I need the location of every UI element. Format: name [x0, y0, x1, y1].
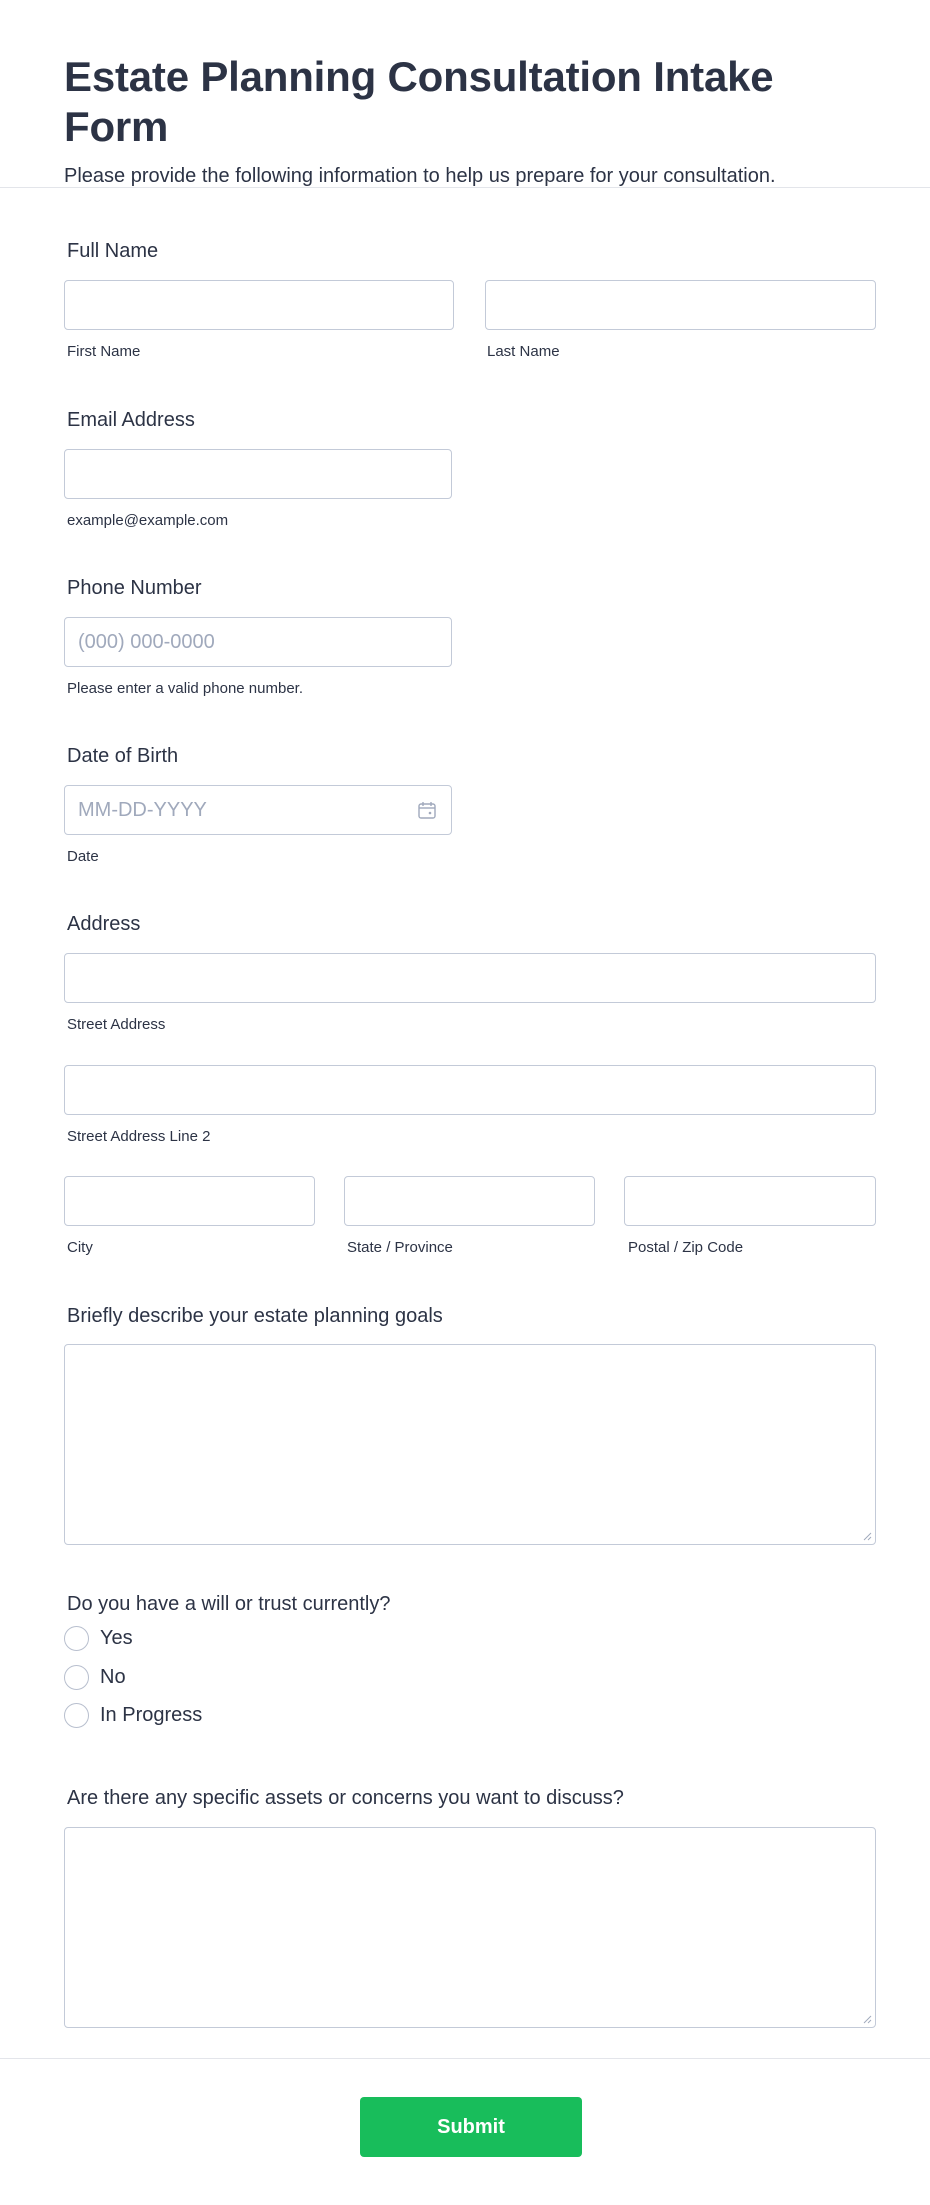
zip-sublabel: Postal / Zip Code	[628, 1239, 744, 1256]
radio-option-no[interactable]	[64, 1663, 126, 1691]
city-sublabel: City	[67, 1239, 93, 1256]
email-label: Email Address	[67, 409, 195, 431]
radio-button[interactable]	[64, 1665, 89, 1690]
goals-field	[64, 1303, 876, 1553]
street-address-sublabel: Street Address	[67, 1016, 166, 1033]
form-title: Estate Planning Consultation Intake Form	[64, 53, 774, 150]
address-field	[64, 911, 876, 1261]
dob-field	[64, 743, 876, 873]
form-subtitle: Please provide the following information to help us prepare for your consultation.	[64, 165, 776, 187]
street-address-line2-sublabel: Street Address Line 2	[67, 1128, 211, 1145]
dob-placeholder: MM-DD-YYYY	[78, 799, 207, 821]
form-header	[0, 0, 930, 188]
radio-option-in-progress[interactable]	[64, 1701, 202, 1729]
footer-divider	[0, 2058, 930, 2059]
state-input[interactable]	[344, 1176, 595, 1226]
full-name-label: Full Name	[67, 240, 159, 262]
city-input[interactable]	[64, 1176, 315, 1226]
phone-sublabel: Please enter a valid phone number.	[67, 680, 303, 697]
last-name-sublabel: Last Name	[487, 343, 560, 360]
phone-input[interactable]	[64, 617, 452, 667]
radio-label-yes: Yes	[100, 1626, 133, 1649]
email-input[interactable]	[64, 449, 452, 499]
radio-option-yes[interactable]	[64, 1624, 133, 1652]
assets-field	[64, 1785, 876, 2035]
dob-sublabel: Date	[67, 848, 99, 865]
state-sublabel: State / Province	[347, 1239, 453, 1256]
phone-label: Phone Number	[67, 577, 202, 599]
dob-label: Date of Birth	[67, 745, 179, 767]
street-address-input[interactable]	[64, 953, 876, 1003]
street-address-line2-input[interactable]	[64, 1065, 876, 1115]
radio-label-no: No	[100, 1665, 126, 1688]
resize-handle-icon[interactable]	[862, 1531, 872, 1541]
goals-label: Briefly describe your estate planning goals	[67, 1305, 443, 1327]
phone-placeholder: (000) 000-0000	[78, 631, 215, 653]
will-trust-label: Do you have a will or trust currently?	[67, 1593, 391, 1615]
phone-field	[64, 575, 876, 705]
radio-button[interactable]	[64, 1626, 89, 1651]
dob-input[interactable]	[64, 785, 452, 835]
zip-input[interactable]	[624, 1176, 876, 1226]
last-name-input[interactable]	[485, 280, 876, 330]
first-name-input[interactable]	[64, 280, 454, 330]
submit-button[interactable]: Submit	[360, 2097, 582, 2157]
goals-textarea[interactable]	[64, 1344, 876, 1545]
assets-textarea[interactable]	[64, 1827, 876, 2028]
first-name-sublabel: First Name	[67, 343, 141, 360]
email-sublabel: example@example.com	[67, 512, 229, 529]
email-field	[64, 407, 876, 537]
resize-handle-icon[interactable]	[862, 2014, 872, 2024]
radio-label-in-progress: In Progress	[100, 1703, 203, 1726]
full-name-field	[64, 238, 876, 368]
calendar-icon[interactable]	[417, 800, 437, 820]
will-trust-field	[64, 1591, 876, 1741]
address-label: Address	[67, 913, 141, 935]
radio-button[interactable]	[64, 1703, 89, 1728]
assets-label: Are there any specific assets or concerns you want to discuss?	[67, 1787, 624, 1809]
